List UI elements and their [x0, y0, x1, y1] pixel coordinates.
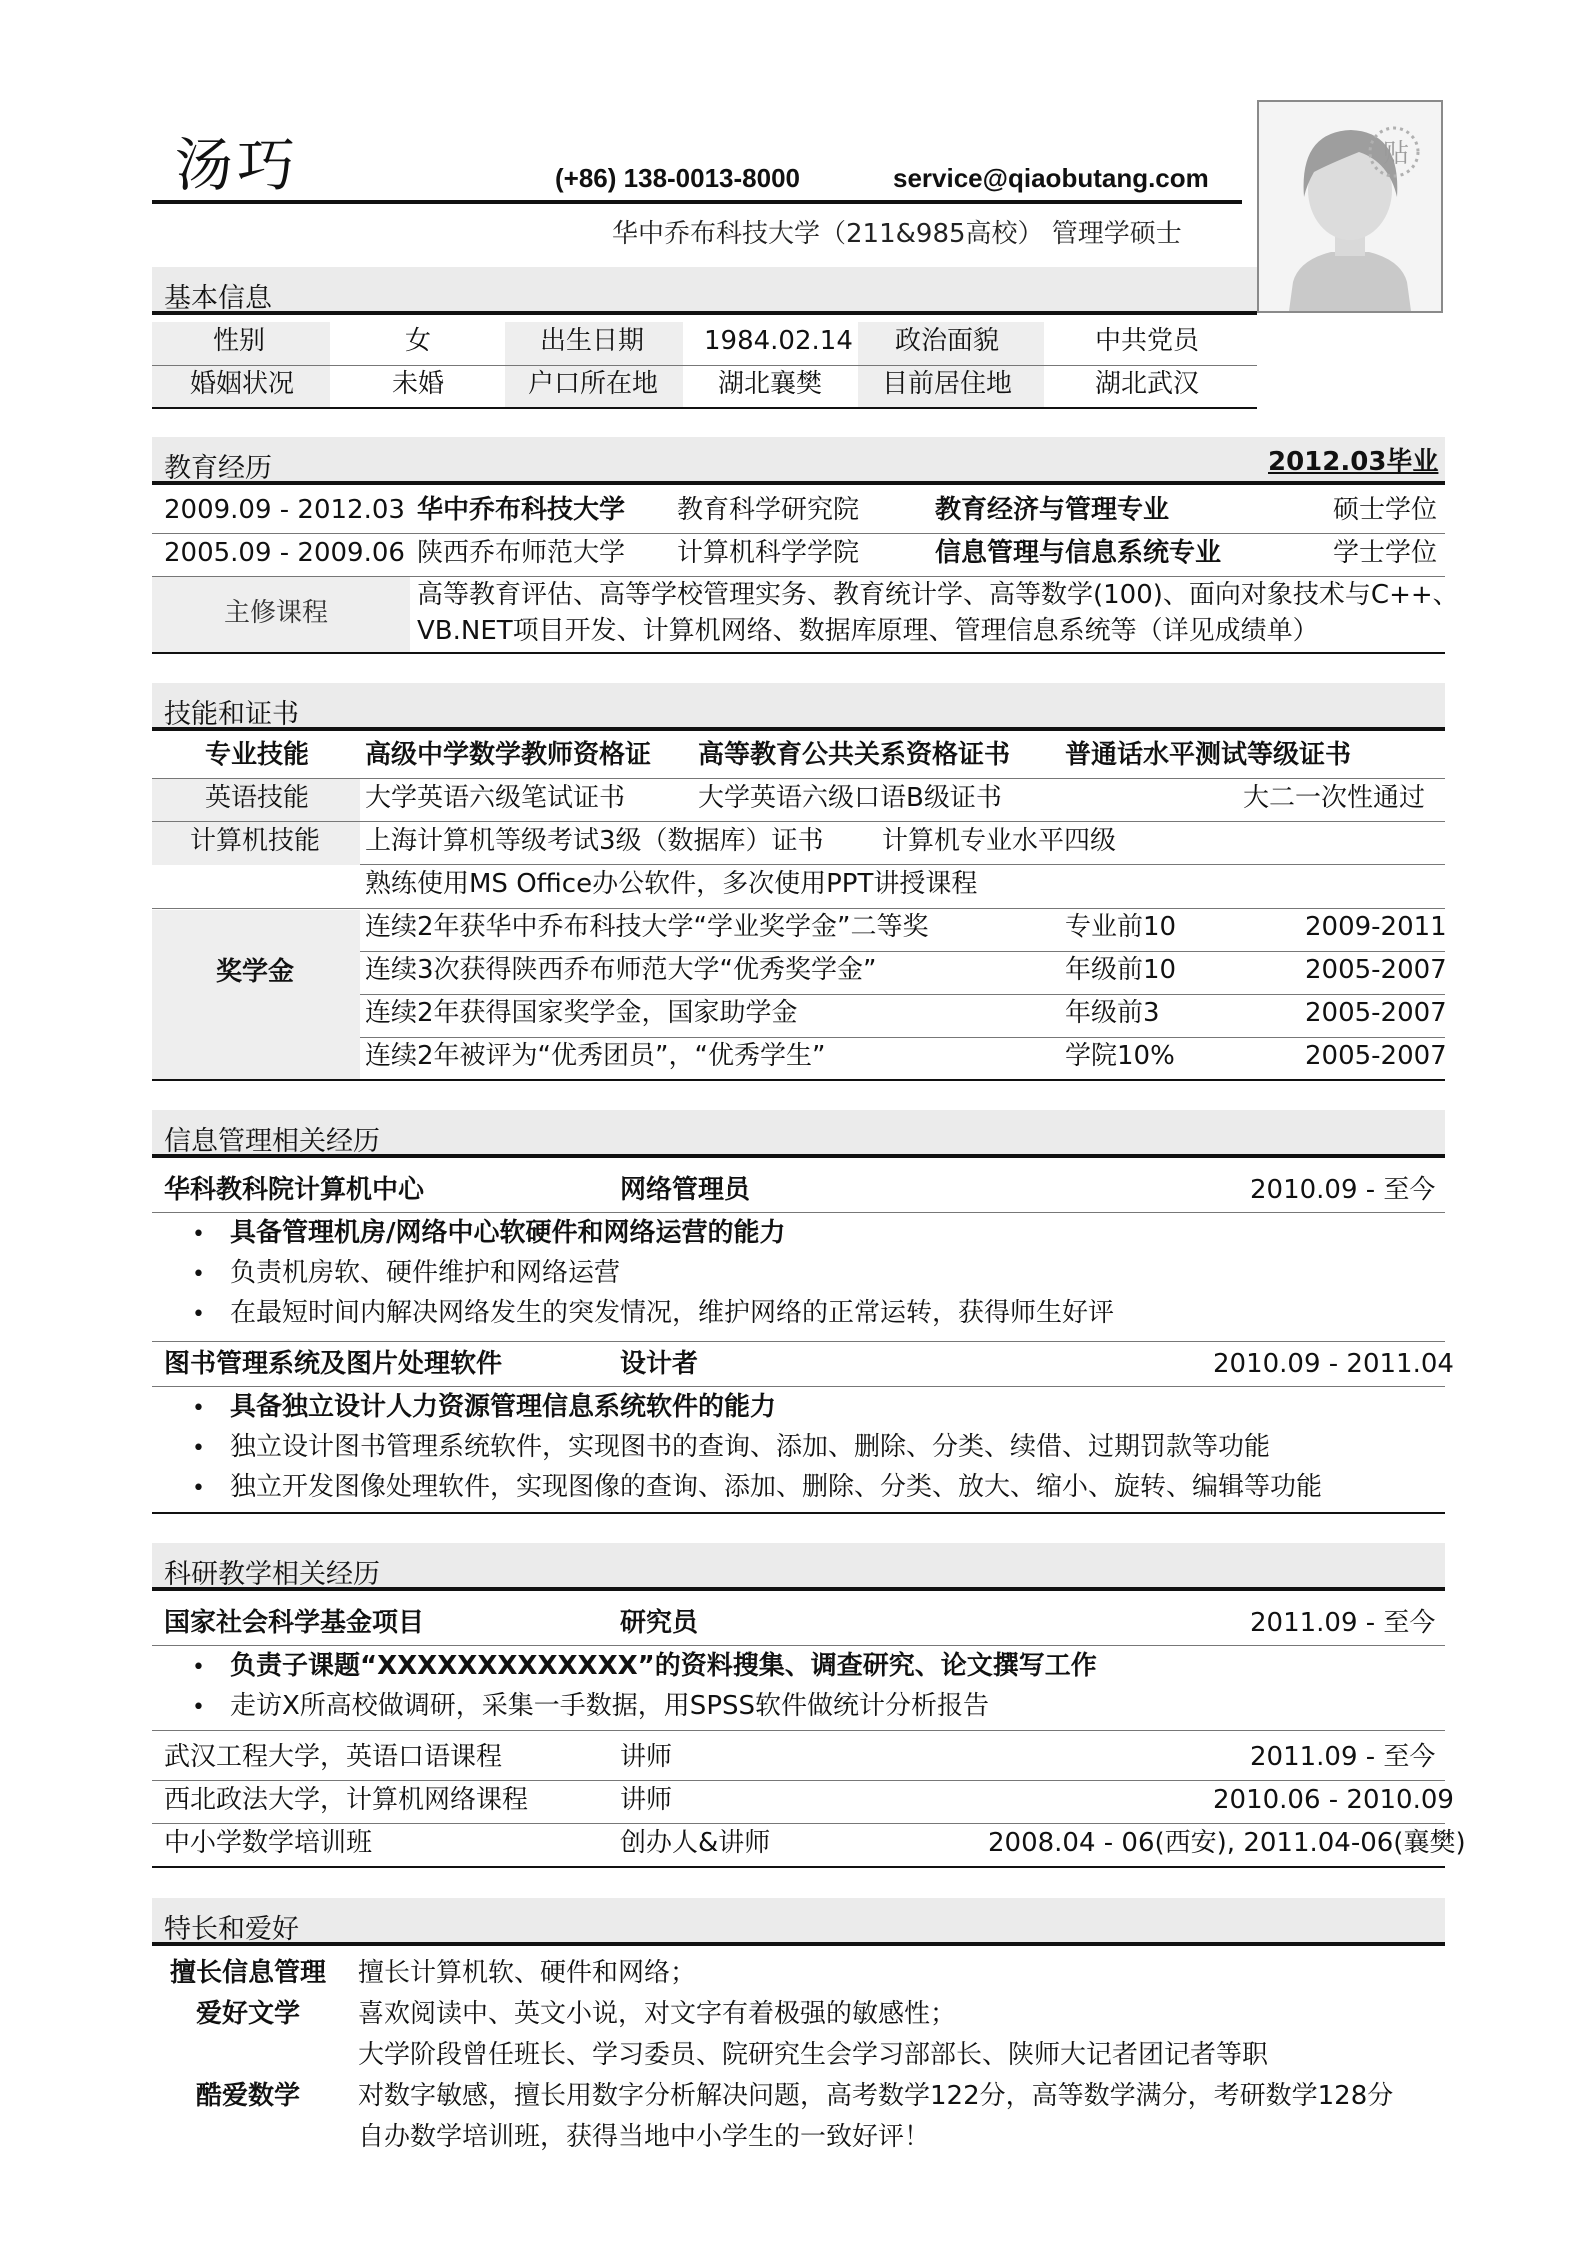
- hobby-label: 擅长信息管理: [170, 1958, 327, 1988]
- graduation-date: 2012.03毕业: [1268, 447, 1439, 477]
- row-divider: [152, 533, 1445, 534]
- bullet-icon: •: [192, 1302, 205, 1327]
- hobby-text: 自办数学培训班，获得当地中小学生的一致好评！: [358, 2122, 931, 2152]
- course-line-1: 高等教育评估、高等学校管理实务、教育统计学、高等数学(100)、面向对象技术与C++、: [417, 580, 1459, 610]
- job-role: 设计者: [620, 1349, 699, 1379]
- section-basic-info: [152, 267, 1257, 315]
- section-title: 技能和证书: [164, 699, 299, 730]
- course-line-2: VB.NET项目开发、计算机网络、数据库原理、管理信息系统等（详见成绩单）: [417, 616, 1319, 646]
- teaching-period: 2010.06 - 2010.09: [1213, 1785, 1454, 1815]
- section-research-teaching: [152, 1543, 1445, 1591]
- pro-cert: 高级中学数学教师资格证: [365, 740, 652, 770]
- section-title: 特长和爱好: [164, 1914, 299, 1945]
- section-title: 教育经历: [164, 453, 272, 484]
- section-education: [152, 437, 1445, 485]
- teaching-org: 武汉工程大学，英语口语课程: [164, 1742, 503, 1772]
- english-skills-label: 英语技能: [205, 783, 310, 813]
- job-org: 图书管理系统及图片处理软件: [164, 1349, 503, 1379]
- research-bullet: 走访X所高校做调研，采集一手数据，用SPSS软件做统计分析报告: [230, 1691, 990, 1721]
- computer-software-skill: 熟练使用MS Office办公软件，多次使用PPT讲授课程: [365, 869, 978, 899]
- section-bottom-rule: [152, 407, 1257, 409]
- hobby-label: 爱好文学: [196, 1999, 301, 2029]
- scholarship-label: 奖学金: [216, 957, 295, 987]
- profile-photo: [1257, 100, 1443, 313]
- teaching-org: 中小学数学培训班: [164, 1828, 373, 1858]
- row-divider: [152, 821, 1445, 822]
- email-address: service@qiaobutang.com: [893, 163, 1209, 193]
- section-hobbies: [152, 1898, 1445, 1946]
- scholarship-desc: 连续2年被评为“优秀团员”，“优秀学生”: [365, 1041, 826, 1071]
- scholarship-rank: 专业前10: [1065, 912, 1177, 942]
- scholarship-rank: 年级前10: [1065, 955, 1177, 985]
- scholarship-years: 2005-2007: [1305, 955, 1447, 985]
- residence-label: 目前居住地: [882, 369, 1013, 399]
- section-bottom-rule: [152, 652, 1445, 654]
- scholarship-rank: 年级前3: [1065, 998, 1160, 1028]
- section-skills: [152, 683, 1445, 731]
- row-divider: [360, 864, 1445, 865]
- pro-cert: 高等教育公共关系资格证书: [698, 740, 1011, 770]
- bullet-icon: •: [192, 1695, 205, 1720]
- avatar-placeholder-icon: [1259, 102, 1441, 311]
- label-bg: [152, 910, 360, 1080]
- hobby-text: 喜欢阅读中、英文小说，对文字有着极强的敏感性；: [358, 1999, 957, 2029]
- pro-skills-label: 专业技能: [205, 740, 310, 770]
- photo-badge-text: 贴: [1383, 139, 1410, 169]
- teaching-role: 讲师: [620, 1785, 673, 1815]
- marital-label: 婚姻状况: [190, 369, 295, 399]
- scholarship-rank: 学院10%: [1065, 1041, 1175, 1071]
- edu-degree: 硕士学位: [1333, 495, 1438, 525]
- scholarship-years: 2005-2007: [1305, 998, 1447, 1028]
- section-bottom-rule: [152, 1512, 1445, 1514]
- hobby-text: 对数字敏感，擅长用数字分析解决问题，高考数学122分，高等数学满分，考研数学128分: [358, 2081, 1394, 2111]
- hobby-label: 酷爱数学: [196, 2081, 301, 2111]
- computer-cert: 计算机专业水平四级: [882, 826, 1117, 856]
- section-it-experience: [152, 1110, 1445, 1158]
- row-divider: [152, 908, 1445, 909]
- bullet-icon: •: [192, 1436, 205, 1461]
- marital-value: 未婚: [392, 369, 445, 399]
- english-note: 大二一次性通过: [1243, 783, 1426, 813]
- row-divider: [360, 1037, 1445, 1038]
- edu-degree: 学士学位: [1333, 538, 1438, 568]
- job-bullet: 独立开发图像处理软件，实现图像的查询、添加、删除、分类、放大、缩小、旋转、编辑等功能: [230, 1472, 1323, 1502]
- section-title: 科研教学相关经历: [164, 1559, 380, 1590]
- job-period: 2010.09 - 2011.04: [1213, 1349, 1454, 1379]
- name-underline: [152, 200, 1242, 204]
- pro-cert: 普通话水平测试等级证书: [1065, 740, 1352, 770]
- hukou-label: 户口所在地: [528, 369, 659, 399]
- teaching-role: 创办人&讲师: [620, 1828, 771, 1858]
- edu-period: 2005.09 - 2009.06: [164, 538, 405, 568]
- scholarship-years: 2005-2007: [1305, 1041, 1447, 1071]
- bullet-icon: •: [192, 1655, 205, 1680]
- teaching-org: 西北政法大学，计算机网络课程: [164, 1785, 529, 1815]
- section-bottom-rule: [152, 1079, 1445, 1081]
- bullet-icon: •: [192, 1262, 205, 1287]
- section-bottom-rule: [152, 1866, 1445, 1868]
- row-divider: [152, 365, 1257, 366]
- candidate-name: 汤巧: [175, 131, 300, 199]
- gender-value: 女: [405, 326, 432, 356]
- research-period: 2011.09 - 至今: [1250, 1608, 1436, 1638]
- scholarship-desc: 连续2年获得国家奖学金，国家助学金: [365, 998, 798, 1028]
- edu-major: 教育经济与管理专业: [935, 495, 1170, 525]
- job-bullet: 独立设计图书管理系统软件，实现图书的查询、添加、删除、分类、续借、过期罚款等功能: [230, 1432, 1271, 1462]
- residence-value: 湖北武汉: [1095, 369, 1200, 399]
- row-divider: [152, 1386, 1445, 1387]
- job-bullet: 在最短时间内解决网络发生的突发情况，维护网络的正常运转，获得师生好评: [230, 1298, 1115, 1328]
- teaching-period: 2008.04 - 06(西安), 2011.04-06(襄樊): [988, 1828, 1466, 1858]
- edu-college: 计算机科学学院: [677, 538, 860, 568]
- scholarship-desc: 连续3次获得陕西乔布师范大学“优秀奖学金”: [365, 955, 877, 985]
- school-degree-line: 华中乔布科技大学（211&985高校） 管理学硕士: [612, 219, 1182, 249]
- research-bullet: 负责子课题“XXXXXXXXXXXXX”的资料搜集、调查研究、论文撰写工作: [230, 1651, 1097, 1681]
- bullet-icon: •: [192, 1476, 205, 1501]
- computer-skills-label: 计算机技能: [190, 826, 321, 856]
- edu-major: 信息管理与信息系统专业: [935, 538, 1222, 568]
- computer-cert: 上海计算机等级考试3级（数据库）证书: [365, 826, 824, 856]
- phone-number: (+86) 138-0013-8000: [555, 163, 801, 193]
- scholarship-years: 2009-2011: [1305, 912, 1447, 942]
- research-org: 国家社会科学基金项目: [164, 1608, 425, 1638]
- bullet-icon: •: [192, 1396, 205, 1421]
- edu-school: 华中乔布科技大学: [417, 495, 626, 525]
- research-role: 研究员: [620, 1608, 699, 1638]
- hukou-value: 湖北襄樊: [718, 369, 823, 399]
- job-org: 华科教科院计算机中心: [164, 1175, 425, 1205]
- row-divider: [152, 1823, 1445, 1824]
- course-label: 主修课程: [224, 598, 329, 628]
- row-divider: [152, 1780, 1445, 1781]
- job-bullet: 具备管理机房/网络中心软硬件和网络运营的能力: [230, 1218, 786, 1248]
- row-divider: [152, 1730, 1445, 1731]
- row-divider: [152, 1645, 1445, 1646]
- english-cert: 大学英语六级口语B级证书: [698, 783, 1002, 813]
- row-divider: [152, 1341, 1445, 1342]
- birthdate-value: 1984.02.14: [704, 326, 853, 356]
- scholarship-desc: 连续2年获华中乔布科技大学“学业奖学金”二等奖: [365, 912, 929, 942]
- row-divider: [152, 1212, 1445, 1213]
- birthdate-label: 出生日期: [540, 326, 645, 356]
- job-role: 网络管理员: [620, 1175, 751, 1205]
- teaching-role: 讲师: [620, 1742, 673, 1772]
- row-divider: [152, 778, 1445, 779]
- bullet-icon: •: [192, 1222, 205, 1247]
- section-title: 信息管理相关经历: [164, 1126, 380, 1157]
- political-value: 中共党员: [1095, 326, 1200, 356]
- row-divider: [360, 994, 1445, 995]
- job-bullet: 具备独立设计人力资源管理信息系统软件的能力: [230, 1392, 777, 1422]
- edu-period: 2009.09 - 2012.03: [164, 495, 405, 525]
- edu-school: 陕西乔布师范大学: [417, 538, 626, 568]
- english-cert: 大学英语六级笔试证书: [365, 783, 626, 813]
- gender-label: 性别: [213, 326, 266, 356]
- job-period: 2010.09 - 至今: [1250, 1175, 1436, 1205]
- teaching-period: 2011.09 - 至今: [1250, 1742, 1436, 1772]
- political-label: 政治面貌: [895, 326, 1000, 356]
- section-title: 基本信息: [164, 283, 272, 314]
- job-bullet: 负责机房软、硬件维护和网络运营: [230, 1258, 621, 1288]
- hobby-text: 大学阶段曾任班长、学习委员、院研究生会学习部部长、陕师大记者团记者等职: [358, 2040, 1269, 2070]
- edu-college: 教育科学研究院: [677, 495, 860, 525]
- hobby-text: 擅长计算机软、硬件和网络；: [358, 1958, 697, 1988]
- row-divider: [360, 951, 1445, 952]
